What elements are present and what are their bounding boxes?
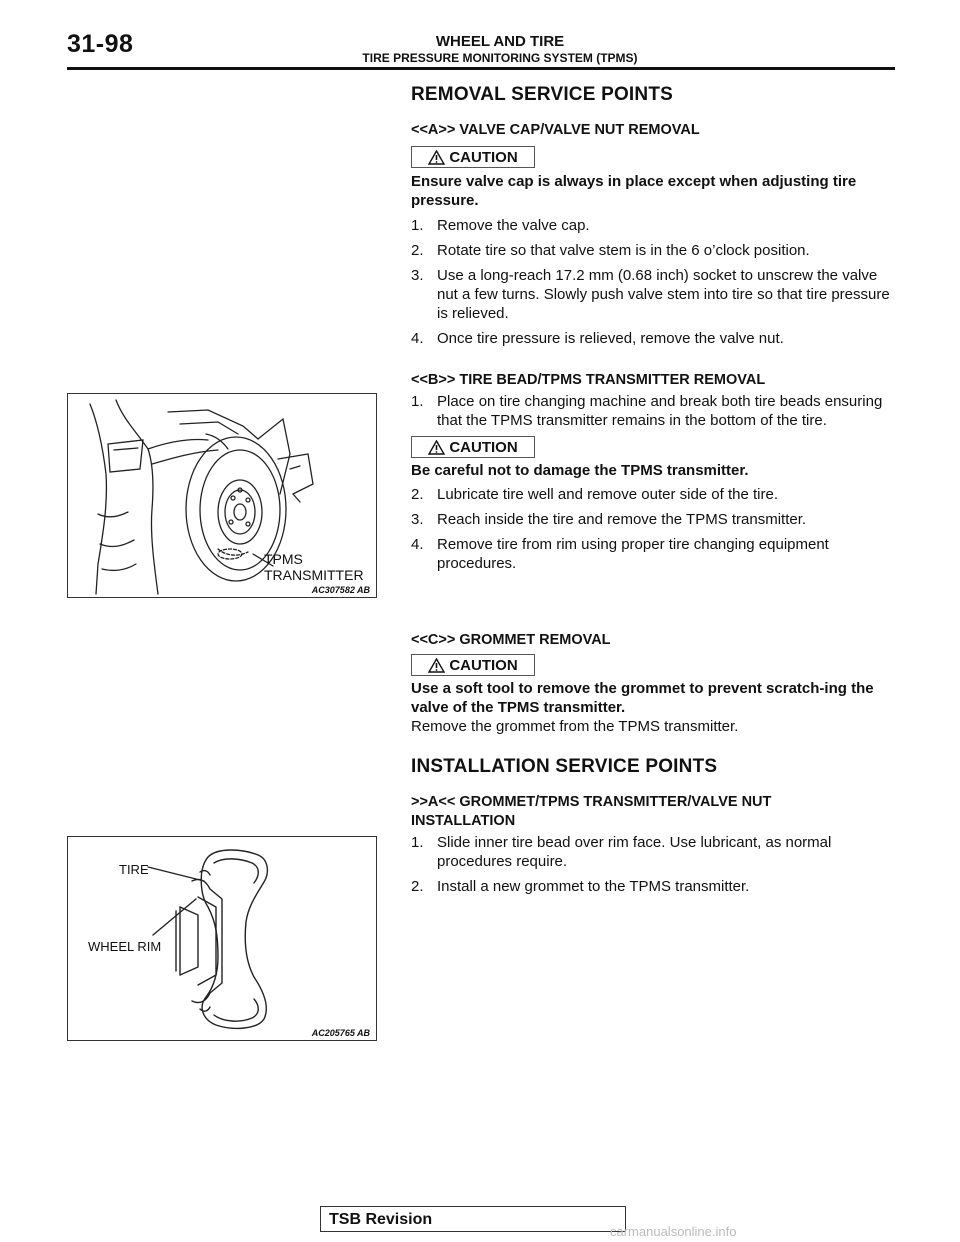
warning-icon	[428, 440, 445, 455]
list-item: 4. Once tire pressure is relieved, remove the valve nut.	[411, 330, 784, 347]
figure-tire-rim	[67, 836, 377, 1041]
caution-label-b: CAUTION	[449, 438, 518, 456]
installation-heading: INSTALLATION SERVICE POINTS	[411, 756, 718, 777]
removal-c-block	[411, 631, 891, 736]
tire-label: TIRE	[119, 862, 149, 877]
removal-b-block	[411, 371, 891, 579]
wheel-rim-label: WHEEL RIM	[88, 939, 162, 954]
list-item: 1. Slide inner tire bead over rim face. Use lubricant, as normal procedures require.	[411, 834, 832, 870]
installation-a-steps	[411, 833, 891, 896]
header-rule	[67, 67, 895, 70]
removal-b-title: <<B>> TIRE BEAD/TPMS TRANSMITTER REMOVAL	[411, 372, 766, 388]
caution-box-b	[411, 436, 535, 458]
tpms-transmitter-label: TPMS TRANSMITTER	[264, 551, 364, 583]
list-item: 2. Lubricate tire well and remove outer side of the tire.	[411, 486, 779, 503]
installation-section	[411, 757, 891, 776]
removal-heading: REMOVAL SERVICE POINTS	[411, 84, 674, 105]
list-item: 3. Reach inside the tire and remove the TPMS transmitter.	[411, 511, 807, 528]
section-title: WHEEL AND TIRE	[435, 33, 565, 50]
list-item: 4. Remove tire from rim using proper tire changing equipment procedures.	[411, 536, 829, 572]
removal-b-step1	[411, 392, 891, 430]
removal-c-body: Remove the grommet from the TPMS transmitter.	[411, 718, 739, 735]
watermark: carmanualsonline.info	[610, 1224, 737, 1239]
installation-a-title: >>A<< GROMMET/TPMS TRANSMITTER/VALVE NUT INSTALLATION	[411, 794, 772, 829]
warning-icon	[428, 658, 445, 673]
list-item: 3. Use a long-reach 17.2 mm (0.68 inch) socket to unscrew the valve nut a few turns. Slowly push valve stem into tire so that tire pressure is relieved.	[411, 267, 890, 322]
removal-section	[411, 85, 891, 104]
section-subtitle: TIRE PRESSURE MONITORING SYSTEM (TPMS)	[362, 51, 638, 65]
figure-tpms-removal	[67, 393, 377, 598]
list-item: 2. Install a new grommet to the TPMS transmitter.	[411, 878, 750, 895]
tsb-revision-box: TSB Revision	[320, 1206, 626, 1232]
figure-code: AC205765 AB	[311, 1028, 370, 1038]
caution-text-b: Be careful not to damage the TPMS transmitter.	[411, 462, 749, 479]
page-number: 31-98	[67, 30, 134, 58]
caution-box-c	[411, 654, 535, 676]
list-item: 2. Rotate tire so that valve stem is in the 6 o’clock position.	[411, 242, 810, 259]
figure-code: AC307582 AB	[311, 585, 370, 595]
caution-label-a: CAUTION	[449, 148, 518, 166]
caution-text-a: Ensure valve cap is always in place except when adjusting tire pressure.	[411, 173, 857, 209]
removal-b-steps	[411, 485, 891, 573]
warning-icon	[428, 150, 445, 165]
caution-text-c: Use a soft tool to remove the grommet to prevent scratch-ing the valve of the TPMS transmitter.	[411, 680, 874, 716]
removal-a-block	[411, 121, 891, 354]
list-item: 1. Place on tire changing machine and break both tire beads ensuring that the TPMS transmitter remains in the bottom of the tire.	[411, 393, 883, 429]
list-item: 1. Remove the valve cap.	[411, 217, 590, 234]
installation-a-block	[411, 793, 891, 902]
caution-box-a	[411, 146, 535, 168]
removal-a-title: <<A>> VALVE CAP/VALVE NUT REMOVAL	[411, 122, 700, 138]
removal-a-steps	[411, 216, 891, 348]
removal-c-title: <<C>> GROMMET REMOVAL	[411, 632, 611, 648]
caution-label-c: CAUTION	[449, 656, 518, 674]
